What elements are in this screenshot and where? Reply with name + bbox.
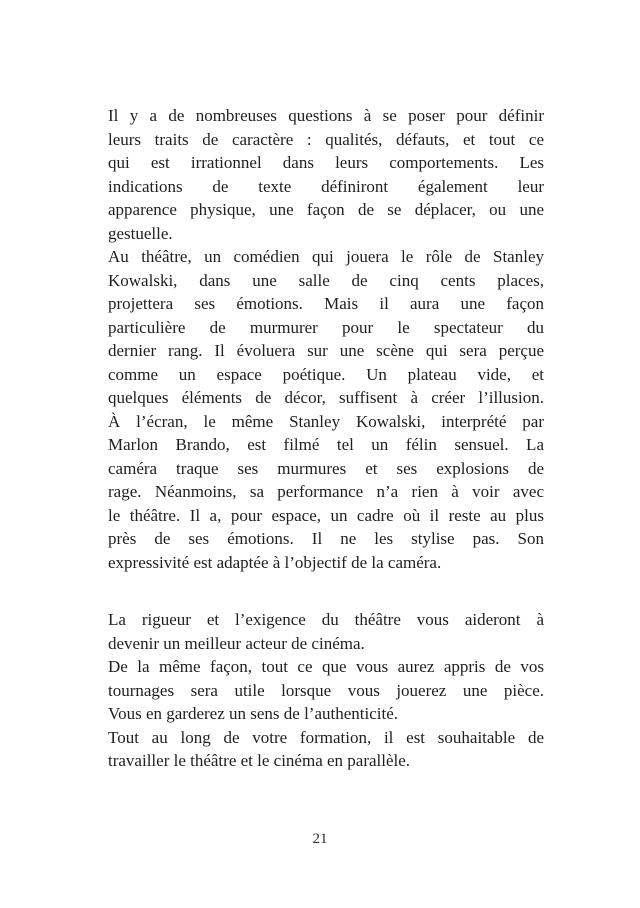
paragraph-5 <box>108 655 544 726</box>
paragraph-6 <box>108 726 544 773</box>
text-line: Vous en garderez un sens de l’authenticité. <box>108 704 399 723</box>
paragraph-4 <box>108 608 544 655</box>
text-line: près de ses émotions. Il ne les stylise pas. Son <box>108 529 544 548</box>
text-line: Marlon Brando, est filmé tel un félin sensuel. La <box>108 435 544 454</box>
text-line: qui est irrationnel dans leurs comportements. Les <box>108 153 544 172</box>
text-line: À l’écran, le même Stanley Kowalski, interprété par <box>108 411 544 431</box>
text-line: La rigueur et l’exigence du théâtre vous aideront à <box>108 610 544 629</box>
text-line: particulière de murmurer pour le spectateur du <box>108 317 544 337</box>
text-line: gestuelle. <box>108 223 173 243</box>
text-line: le théâtre. Il a, pour espace, un cadre où il reste au plus <box>108 505 544 525</box>
paragraph-2 <box>108 245 544 410</box>
text-line: quelques éléments de décor, suffisent à créer l’illusion. <box>108 388 544 407</box>
page-number: 21 <box>312 831 328 847</box>
text-line: comme un espace poétique. Un plateau vide, et <box>108 364 544 384</box>
text-line: dernier rang. Il évoluera sur une scène qui sera perçue <box>108 341 544 360</box>
text-line: leurs traits de caractère : qualités, défauts, et tout ce <box>108 129 544 149</box>
page-text-block <box>108 104 544 773</box>
text-line: tournages sera utile lorsque vous jouerez une pièce. <box>108 680 544 700</box>
text-line: Kowalski, dans une salle de cinq cents places, <box>108 270 544 290</box>
text-line: De la même façon, tout ce que vous aurez appris de vos <box>108 657 544 676</box>
text-line: Au théâtre, un comédien qui jouera le rôle de Stanley <box>108 247 544 266</box>
text-line: indications de texte définiront également leur <box>108 176 544 196</box>
text-line: expressivité est adaptée à l’objectif de la caméra. <box>108 552 442 572</box>
paragraph-3 <box>108 410 544 575</box>
text-line: rage. Néanmoins, sa performance n’a rien à voir avec <box>108 482 544 501</box>
text-line: apparence physique, une façon de se déplacer, ou une <box>108 200 544 219</box>
text-line: travailler le théâtre et le cinéma en parallèle. <box>108 751 411 770</box>
text-line: Tout au long de votre formation, il est souhaitable de <box>108 727 544 747</box>
text-line: projettera ses émotions. Mais il aura une façon <box>108 294 544 313</box>
text-line: devenir un meilleur acteur de cinéma. <box>108 633 365 653</box>
text-line: caméra traque ses murmures et ses explosions de <box>108 458 544 478</box>
paragraph-1 <box>108 104 544 245</box>
text-line: Il y a de nombreuses questions à se poser pour définir <box>108 106 544 125</box>
